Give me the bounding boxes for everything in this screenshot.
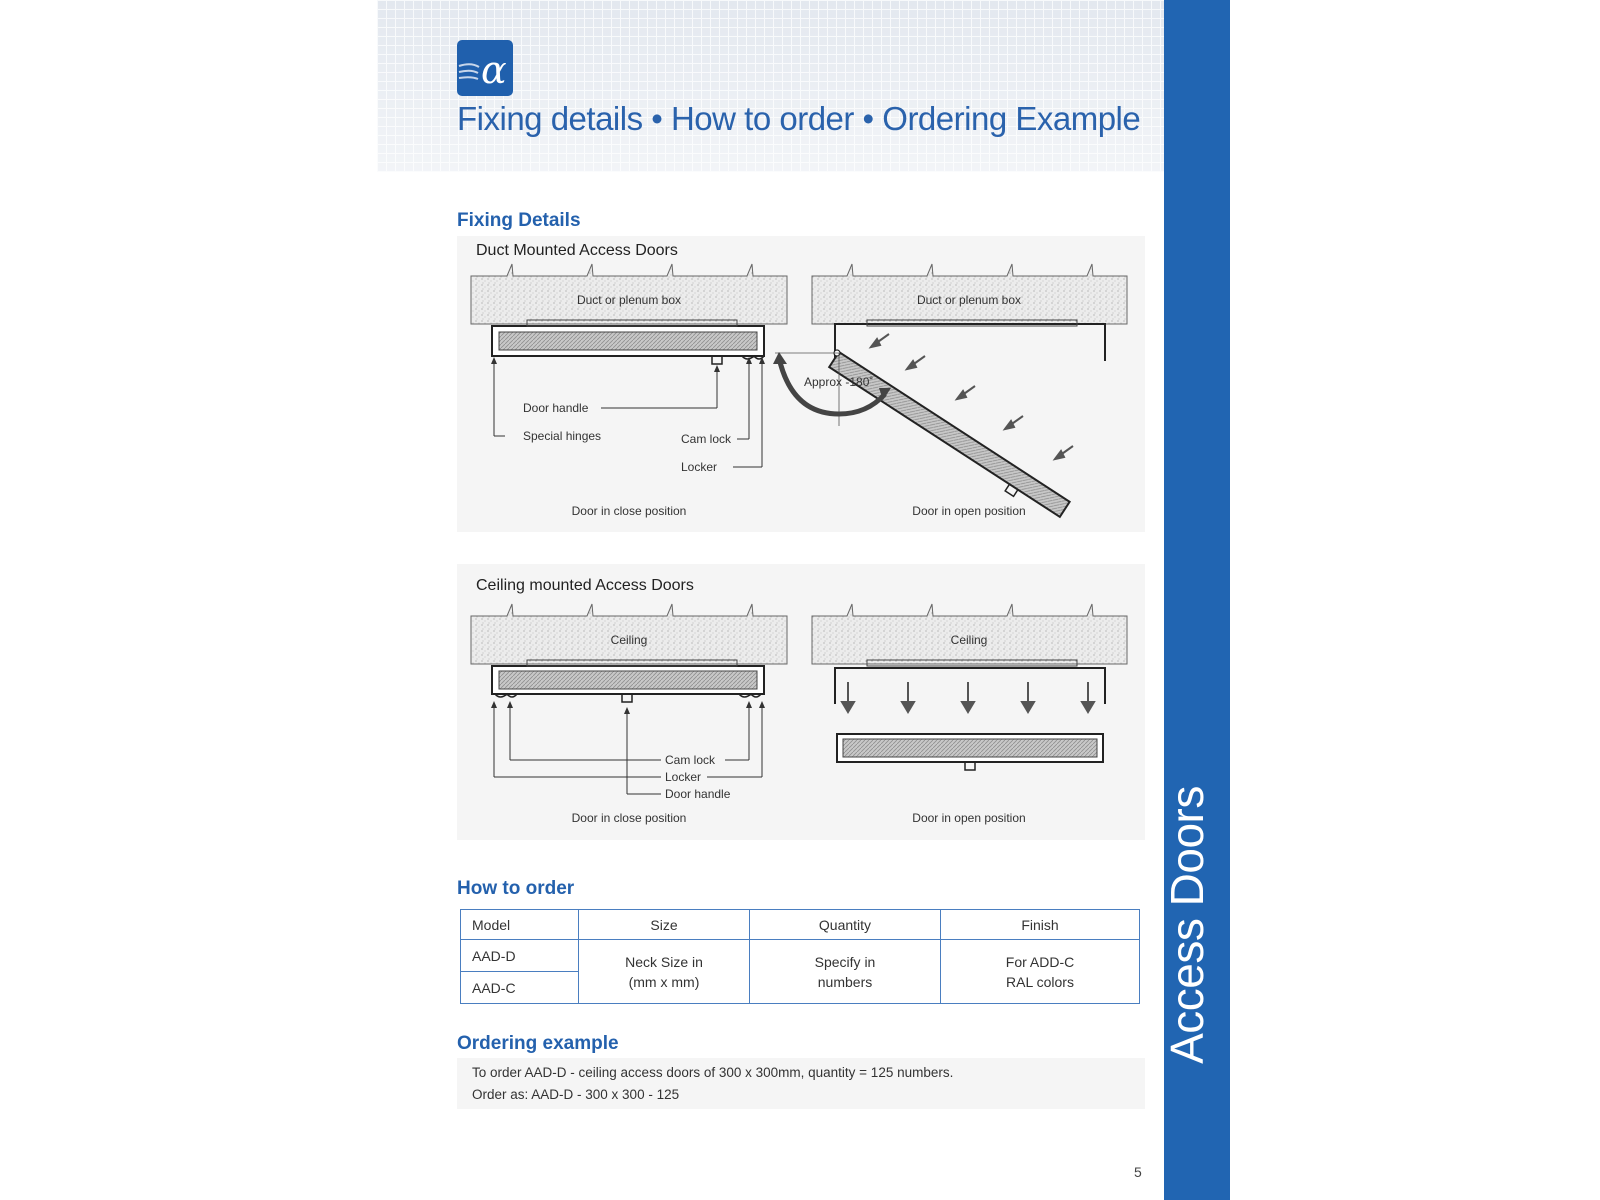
alpha-logo-icon	[457, 40, 513, 96]
page-title: Fixing details • How to order • Ordering Example	[457, 100, 1141, 137]
ceiling-door-handle-label: Door handle	[665, 787, 731, 801]
finish-line: For ADD-C	[1005, 953, 1075, 970]
column-header-quantity: Quantity	[750, 910, 941, 940]
approx-angle-label: Approx -180˚	[804, 375, 874, 389]
duct-panel-title: Duct Mounted Access Doors	[476, 242, 678, 259]
ceiling-cam-lock-label: Cam lock	[665, 753, 716, 767]
finish-cell	[941, 940, 1140, 1004]
column-header-model: Model	[461, 910, 579, 940]
catalog-page	[377, 0, 1230, 1200]
ceiling-locker-label: Locker	[665, 770, 702, 784]
ceiling-left-surface-label: Ceiling	[610, 633, 648, 647]
table-row	[461, 940, 1140, 972]
duct-right-surface-label: Duct or plenum box	[916, 293, 1022, 307]
model-cell: AAD-D	[461, 940, 579, 972]
size-line: Neck Size in	[625, 953, 703, 970]
quantity-cell	[750, 940, 941, 1004]
how-to-order-heading: How to order	[457, 878, 575, 899]
ceiling-panel-title: Ceiling mounted Access Doors	[476, 577, 694, 594]
finish-line: RAL colors	[1006, 973, 1074, 990]
door-handle-label: Door handle	[523, 401, 589, 415]
svg-text:α: α	[481, 48, 507, 92]
ceiling-open-caption: Door in open position	[912, 811, 1026, 825]
duct-close-caption: Door in close position	[571, 504, 687, 518]
fixing-details-heading: Fixing Details	[457, 210, 581, 231]
example-line: Order as: AAD-D - 300 x 300 - 125	[472, 1087, 680, 1102]
ceiling-right-surface-label: Ceiling	[950, 633, 988, 647]
ceiling-mounted-panel	[457, 564, 1145, 840]
duct-mounted-diagram	[457, 236, 1145, 532]
order-table	[460, 909, 1140, 1004]
column-header-finish: Finish	[941, 910, 1140, 940]
ceiling-close-caption: Door in close position	[571, 811, 687, 825]
ordering-example-heading: Ordering example	[457, 1033, 619, 1054]
duct-mounted-panel	[457, 236, 1145, 532]
example-line: To order AAD-D - ceiling access doors of 300 x 300mm, quantity = 125 numbers.	[472, 1065, 954, 1080]
quantity-line: numbers	[817, 973, 873, 990]
ceiling-mounted-diagram	[457, 564, 1145, 840]
model-cell: AAD-C	[461, 972, 579, 1004]
quantity-line: Specify in	[814, 953, 876, 970]
duct-open-caption: Door in open position	[912, 504, 1026, 518]
size-cell	[579, 940, 750, 1004]
cam-lock-label: Cam lock	[681, 432, 732, 446]
side-tab-label: Access Doors	[1161, 786, 1213, 1064]
duct-left-surface-label: Duct or plenum box	[576, 293, 682, 307]
locker-label: Locker	[681, 460, 718, 474]
table-header-row	[461, 910, 1140, 940]
ordering-example-box	[457, 1058, 1145, 1109]
page-number: 5	[1134, 1164, 1142, 1180]
size-line: (mm x mm)	[628, 973, 700, 990]
column-header-size: Size	[579, 910, 750, 940]
special-hinges-label: Special hinges	[523, 429, 602, 443]
